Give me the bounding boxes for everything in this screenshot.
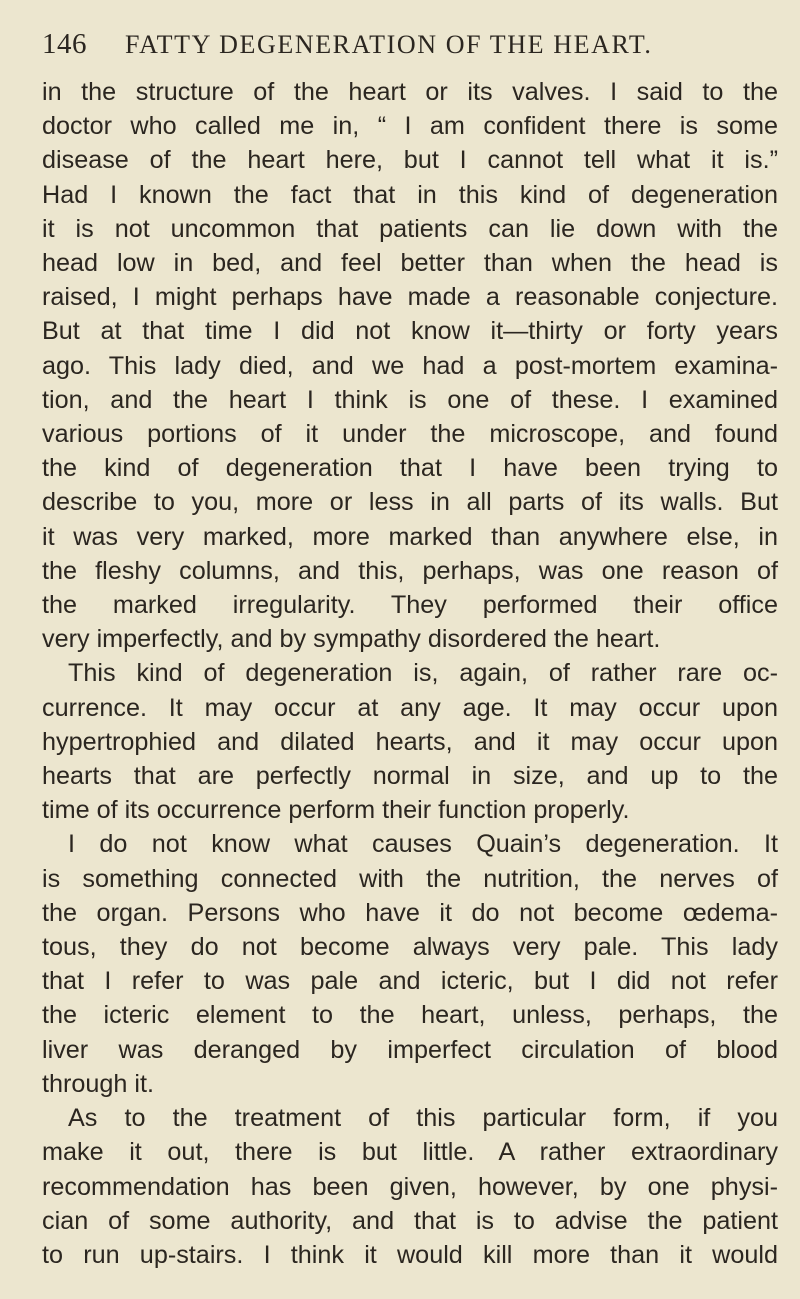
text-line: hypertrophied and dilated hearts, and it may occur upon — [42, 727, 778, 756]
text-line: very imperfectly, and by sympathy disordered the heart. — [42, 625, 661, 654]
text-line: the fleshy columns, and this, perhaps, was one reason of — [42, 556, 778, 585]
text-line: cian of some authority, and that is to advise the patient — [42, 1206, 778, 1235]
text-line: Had I known the fact that in this kind of degeneration — [42, 180, 778, 209]
text-line: hearts that are perfectly normal in size, and up to the — [42, 762, 778, 791]
text-line: tous, they do not become always very pale. This lady — [42, 933, 778, 962]
text-line: that I refer to was pale and icteric, but I did not refer — [42, 967, 778, 996]
text-line: it was very marked, more marked than anywhere else, in — [42, 522, 778, 551]
text-line: time of its occurrence perform their function properly. — [42, 796, 630, 825]
text-line: But at that time I did not know it—thirty or forty years — [42, 317, 778, 346]
text-line: through it. — [42, 1069, 155, 1098]
text-line: As to the treatment of this particular form, if you — [68, 1104, 778, 1133]
text-line: is something connected with the nutrition, the nerves of — [42, 864, 778, 893]
text-line: head low in bed, and feel better than when the head is — [42, 249, 778, 278]
text-line: the organ. Persons who have it do not become œdema- — [42, 898, 778, 927]
page-header — [42, 28, 778, 61]
text-line: in the structure of the heart or its valves. I said to the — [42, 78, 778, 106]
text-line: various portions of it under the microscope, and found — [42, 420, 778, 449]
text-line: recommendation has been given, however, by one physi- — [42, 1172, 778, 1201]
text-line: the kind of degeneration that I have been trying to — [42, 454, 778, 483]
text-line: disease of the heart here, but I cannot tell what it is.” — [42, 146, 778, 175]
text-line: ago. This lady died, and we had a post-mortem examina- — [42, 351, 778, 380]
body-text — [42, 75, 778, 1272]
text-line: to run up-stairs. I think it would kill more than it would — [42, 1240, 778, 1269]
text-line: I do not know what causes Quain’s degeneration. It — [68, 830, 778, 859]
text-line: currence. It may occur at any age. It may occur upon — [42, 693, 778, 722]
text-line: it is not uncommon that patients can lie down with the — [42, 214, 778, 243]
running-head: FATTY DEGENERATION OF THE HEART. — [125, 30, 653, 59]
text-line: make it out, there is but little. A rather extraordinary — [42, 1138, 778, 1167]
text-line: tion, and the heart I think is one of these. I examined — [42, 385, 778, 414]
page-number: 146 — [42, 28, 87, 60]
text-line: raised, I might perhaps have made a reasonable conjecture. — [42, 283, 778, 312]
text-line: doctor who called me in, “ I am confident there is some — [42, 112, 778, 141]
text-line: This kind of degeneration is, again, of rather rare oc- — [68, 659, 778, 688]
text-line: liver was deranged by imperfect circulation of blood — [42, 1035, 778, 1064]
text-line: the icteric element to the heart, unless, perhaps, the — [42, 1001, 778, 1030]
text-line: describe to you, more or less in all parts of its walls. But — [42, 488, 778, 517]
text-line: the marked irregularity. They performed their office — [42, 591, 778, 620]
